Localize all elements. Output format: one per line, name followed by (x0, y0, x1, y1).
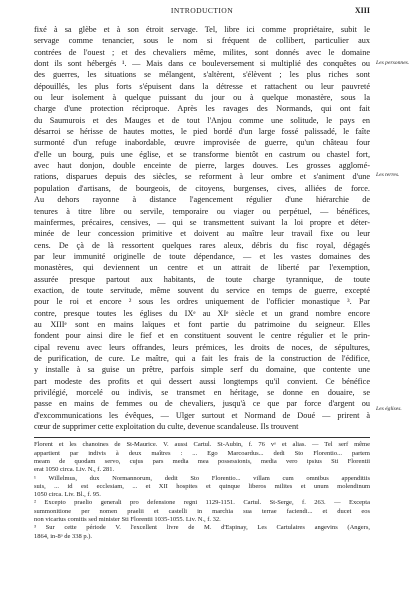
body-line: tenures à titre libre ou servile, temporaire ou viager ou perpétuel, — bénéfices, (34, 206, 370, 216)
body-line: y installe à sa guise un prêtre, parfois simple serf du domaine, que contente une (34, 365, 370, 375)
body-line: surmonté d'un refuge inabordable, œuvre improvisée de guerre, qu'un château four (34, 138, 370, 148)
body-line: dépouillés, les plus forts s'épuisent dans la détresse et rattachent ou leur pauvreté (34, 81, 370, 91)
body-line: de purification, de cure. Le maître, qui a fait les frais de la construction de l'édifice, (34, 353, 370, 363)
body-line: cens. De çà de là ressortent quelques rares aleux, débris du fisc royal, dégagés (34, 240, 370, 250)
body-line: au XIIIᵉ sont en mains laïques et font partie du patrimoine du seigneur. Elles (34, 319, 370, 329)
body-line: minée de leur concession primitive et doivent au maître leur travail fixe ou leur (34, 229, 370, 239)
body-line: ou leur isolement à quelque puissant du jour ou à quelque monastère, sous la (34, 93, 370, 103)
body-line: cipal revenu avec leurs offrandes, leurs prémices, les droits de noces, de sépultures, (34, 342, 370, 352)
footnote-line: meam de quodam servo, cujus pars media mea possessionis, media vero ipsius Sti Florentii (34, 457, 370, 465)
margin-note-personnes: Les personnes. (376, 60, 410, 66)
body-line: assurée presque partout aux habitants, de toute charge tyrannique, de toute (34, 274, 370, 284)
footnote (34, 441, 370, 474)
page-number: XIII (354, 6, 370, 15)
footnote (34, 499, 370, 524)
footnote (34, 475, 370, 500)
footnote-line: 1864, in-8ᵒ de 338 p.). (34, 532, 93, 540)
body-line: cœur de supprimer cette exploitation du culte, devenue scandaleuse. Ils trouvent (34, 422, 299, 432)
footnote-line: Florent et les chanoines de St-Maurice. V. aussi Cartul. St-Aubin, f. 76 vᵒ et alias. — Tel serf même (34, 441, 370, 449)
header-title: INTRODUCTION (170, 6, 234, 15)
body-line: exaction, de toute servitude, même souvent du service en temps de guerre, excepté (34, 285, 370, 295)
running-header (34, 6, 370, 20)
footnote-line: appartient par indivis à deux maîtres : ... Ego Marcoardus... dedi Sto Florentio... partem (34, 449, 370, 457)
body-line: passe en mains de femmes ou de chevaliers, jusqu'à ce que par force d'argent ou (34, 399, 370, 409)
margin-note-eglises: Les églises. (376, 406, 402, 412)
body-line: contrées de l'ouest ; et des chevaliers même, milites, sont donnés avec le domaine (34, 47, 370, 57)
body-line: rations, disparues depuis des siècles, se reforment à leur ombre et s'animent d'une (34, 172, 370, 182)
body-line: privilégié, morcelé ou indivis, se transmet en héritage, se donne en douaire, se (34, 388, 370, 397)
footnote-line: ¹ Willelmus, dux Normannorum, dedit Sto Florentio... villam cum omnibus appenditiis (34, 474, 370, 482)
body-line: Au dehors rayonne à distance l'agencement régulier d'une hiérarchie de (34, 195, 370, 205)
body-line: dont ils sont hébergés ¹. — Mais dans ce bouleversement si multiplié des conquêtes ou (34, 59, 370, 69)
body-line: d'excommunications les évêques, — Ulger surtout et Normand de Doué — prirent à (34, 410, 370, 420)
footnote-line: erat 1050 circa. Liv. N., f. 281. (34, 466, 115, 474)
body-line: du Saumurois et des Mauges et de tout l'Anjou comme une solitude, le pays en (34, 115, 370, 125)
body-line: d'elle un bourg, puis une église, et se transforme bientôt en castrum ou chastel fort, (34, 149, 370, 159)
footnote-line: summonitione per nomen praelii et castelli in marchia sua terrae faciendi... et ducet eos (34, 507, 370, 515)
footnote-rule (34, 437, 370, 438)
footnote-line: ³ Sur cette période V. l'excellent livre de M. d'Espinay, Les Cartulaires angevins (Angers, (34, 524, 370, 532)
body-line: par leur immunité originelle de toute dépendance, — et les vastes domaines des (34, 251, 370, 261)
margin-note-terres: Les terres. (376, 172, 400, 178)
body-line: fondent pour ainsi dire le fief et en constituent souvent le centre régulier et le prin- (34, 331, 370, 341)
body-line: des guerres, les situations se mélangent, s'altèrent, s'élèvent ; les plus riches sont (34, 70, 370, 80)
footnote-line: suis, ... id est ecclesiam, ... et XII hospites et quinque liberos milites et unum molendinum (34, 482, 370, 490)
body-line: pour le roi et encore ² sous les ordres uniquement de l'officier monastique ³. Par (34, 297, 370, 307)
footnotes (34, 441, 370, 541)
body-text (34, 24, 370, 432)
body-line: monastères, qui deviennent un centre et un attrait de liberté par l'exemption, (34, 263, 370, 273)
body-line: désarroi se hérisse de hautes mottes, le pied bordé d'un large fossé palissadé, le faîte (34, 127, 370, 137)
footnote-line: 1050 circa. Liv. Bl., f. 95. (34, 491, 101, 499)
body-line: contre, presque toutes les églises du IXᵉ au XIᵉ siècle et un grand nombre encore (34, 308, 370, 318)
body-line: fixé à sa glèbe et à son étroit servage. Tel, libre ici comme propriétaire, subit le (34, 25, 370, 34)
body-line: servage comme tenancier, sous le nom si fréquent de collibert, particulier aux (34, 36, 370, 46)
footnote-line: non vicarius comitis sed minister Sti Florentii 1035-1055. Liv. N., f. 32. (34, 516, 221, 524)
document-page (34, 6, 370, 541)
body-line: mainfermes, précaires, censives, — qui se transmettent suivant la loi propre et déter- (34, 217, 370, 227)
body-line: charge d'une protection réciproque. Après les ravages des Normands, qui ont fait (34, 104, 370, 114)
footnote-line: ² Excepto praelio generali pro defensione regni 1129-1151. Cartul. St-Serge, f. 263. — Excepta (34, 499, 370, 507)
body-line: part modeste des profits et qui dessert aussi longtemps qu'il convient. Ce bénéfice (34, 376, 370, 386)
footnote (34, 524, 370, 541)
body-line: avec haut donjon, double enceinte de pierre, larges douves. Les grosses agglomé- (34, 161, 370, 171)
body-line: population d'artisans, de bourgeois, de citoyens, burgenses, cives, alliées de force. (34, 183, 370, 193)
